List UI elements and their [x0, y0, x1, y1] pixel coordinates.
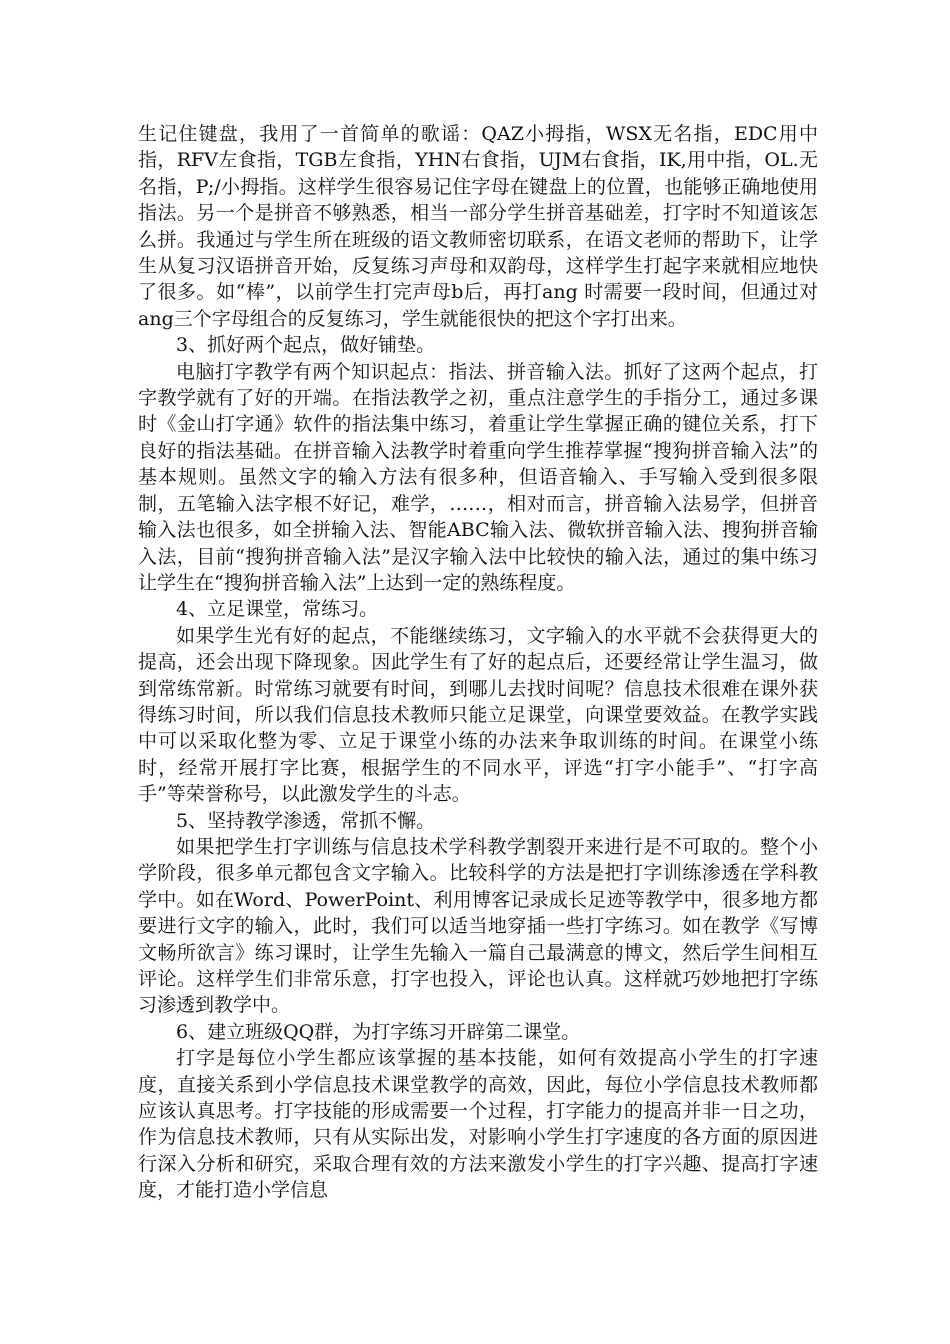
section-heading-6: 6、建立班级QQ群，为打字练习开辟第二课堂。: [176, 1020, 581, 1043]
body-paragraph: 如果学生光有好的起点，不能继续练习，文字输入的水平就不会获得更大的提高，还会出现下降现象。因此学生有了好的起点后，还要经常让学生温习，做到常练常新。时常练习就要有时间，到哪儿去找时间呢？信息技术很难在课外获得练习时间，所以我们信息技术教师只能立足课堂，向课堂要效益。在教学实践中可以采取化整为零、立足于课堂小练的办法来争取训练的时间。在课堂小练时，经常开展打字比赛，根据学生的不同水平，评选“打字小能手”、“打字高手”等荣誉称号，以此激发学生的斗志。: [138, 624, 818, 806]
body-paragraph: 打字是每位小学生都应该掌握的基本技能，如何有效提高小学生的打字速度，直接关系到小学信息技术课堂教学的高效，因此，每位小学信息技术教师都应该认真思考。打字技能的形成需要一个过程，打字能力的提高并非一日之功，作为信息技术教师，只有从实际出发，对影响小学生打字速度的各方面的原因进行深入分析和研究，采取合理有效的方法来激发小学生的打字兴趣、提高打字速度，才能打造小学信息: [138, 1047, 818, 1202]
section-heading-4: 4、立足课堂，常练习。: [176, 598, 379, 621]
body-paragraph: 如果把学生打字训练与信息技术学科教学割裂开来进行是不可取的。整个小学阶段，很多单元都包含文字输入。比较科学的方法是把打字训练渗透在学科教学中。如在Word、PowerPoint、利用博客记录成长足迹等教学中，很多地方都要进行文字的输入，此时，我们可以适当地穿插一些打字练习。如在教学《写博文畅所欲言》练习课时，让学生先输入一篇自己最满意的博文，然后学生间相互评论。这样学生们非常乐意，打字也投入，评论也认真。这样就巧妙地把打字练习渗透到教学中。: [138, 835, 818, 1017]
body-paragraph: 电脑打字教学有两个知识起点：指法、拼音输入法。抓好了这两个起点，打字教学就有了好的开端。在指法教学之初，重点注意学生的手指分工，通过多课时《金山打字通》软件的指法集中练习，着重让学生掌握正确的键位关系，打下良好的指法基础。在拼音输入法教学时着重向学生推荐掌握“搜狗拼音输入法”的基本规则。虽然文字的输入方法有很多种，但语音输入、手写输入受到很多限制，五笔输入法字根不好记，难学，……，相对而言，拼音输入法易学，但拼音输入法也很多，如全拼输入法、智能ABC输入法、微软拼音输入法、搜狗拼音输入法，目前“搜狗拼音输入法”是汉字输入法中比较快的输入法，通过的集中练习让学生在“搜狗拼音输入法”上达到一定的熟练程度。: [138, 360, 818, 594]
document-page: [138, 121, 818, 1204]
section-heading-5: 5、坚持教学渗透，常抓不懈。: [176, 809, 436, 832]
body-paragraph-continued: 生记住键盘，我用了一首简单的歌谣：QAZ小拇指，WSX无名指，EDC用中指，RFV左食指，TGB左食指，YHN右食指，UJM右食指，IK,用中指，OL.无名指，P;/小拇指。这样学生很容易记住字母在键盘上的位置，也能够正确地使用指法。另一个是拼音不够熟悉，相当一部分学生拼音基础差，打字时不知道该怎么拼。我通过与学生所在班级的语文教师密切联系，在语文老师的帮助下，让学生从复习汉语拼音开始，反复练习声母和双韵母，这样学生打起字来就相应地快了很多。如“棒”，以前学生打完声母b后，再打ang 时需要一段时间，但通过对ang三个字母组合的反复练习，学生就能很快的把这个字打出来。: [138, 123, 818, 330]
section-heading-3: 3、抓好两个起点，做好铺垫。: [176, 334, 436, 357]
